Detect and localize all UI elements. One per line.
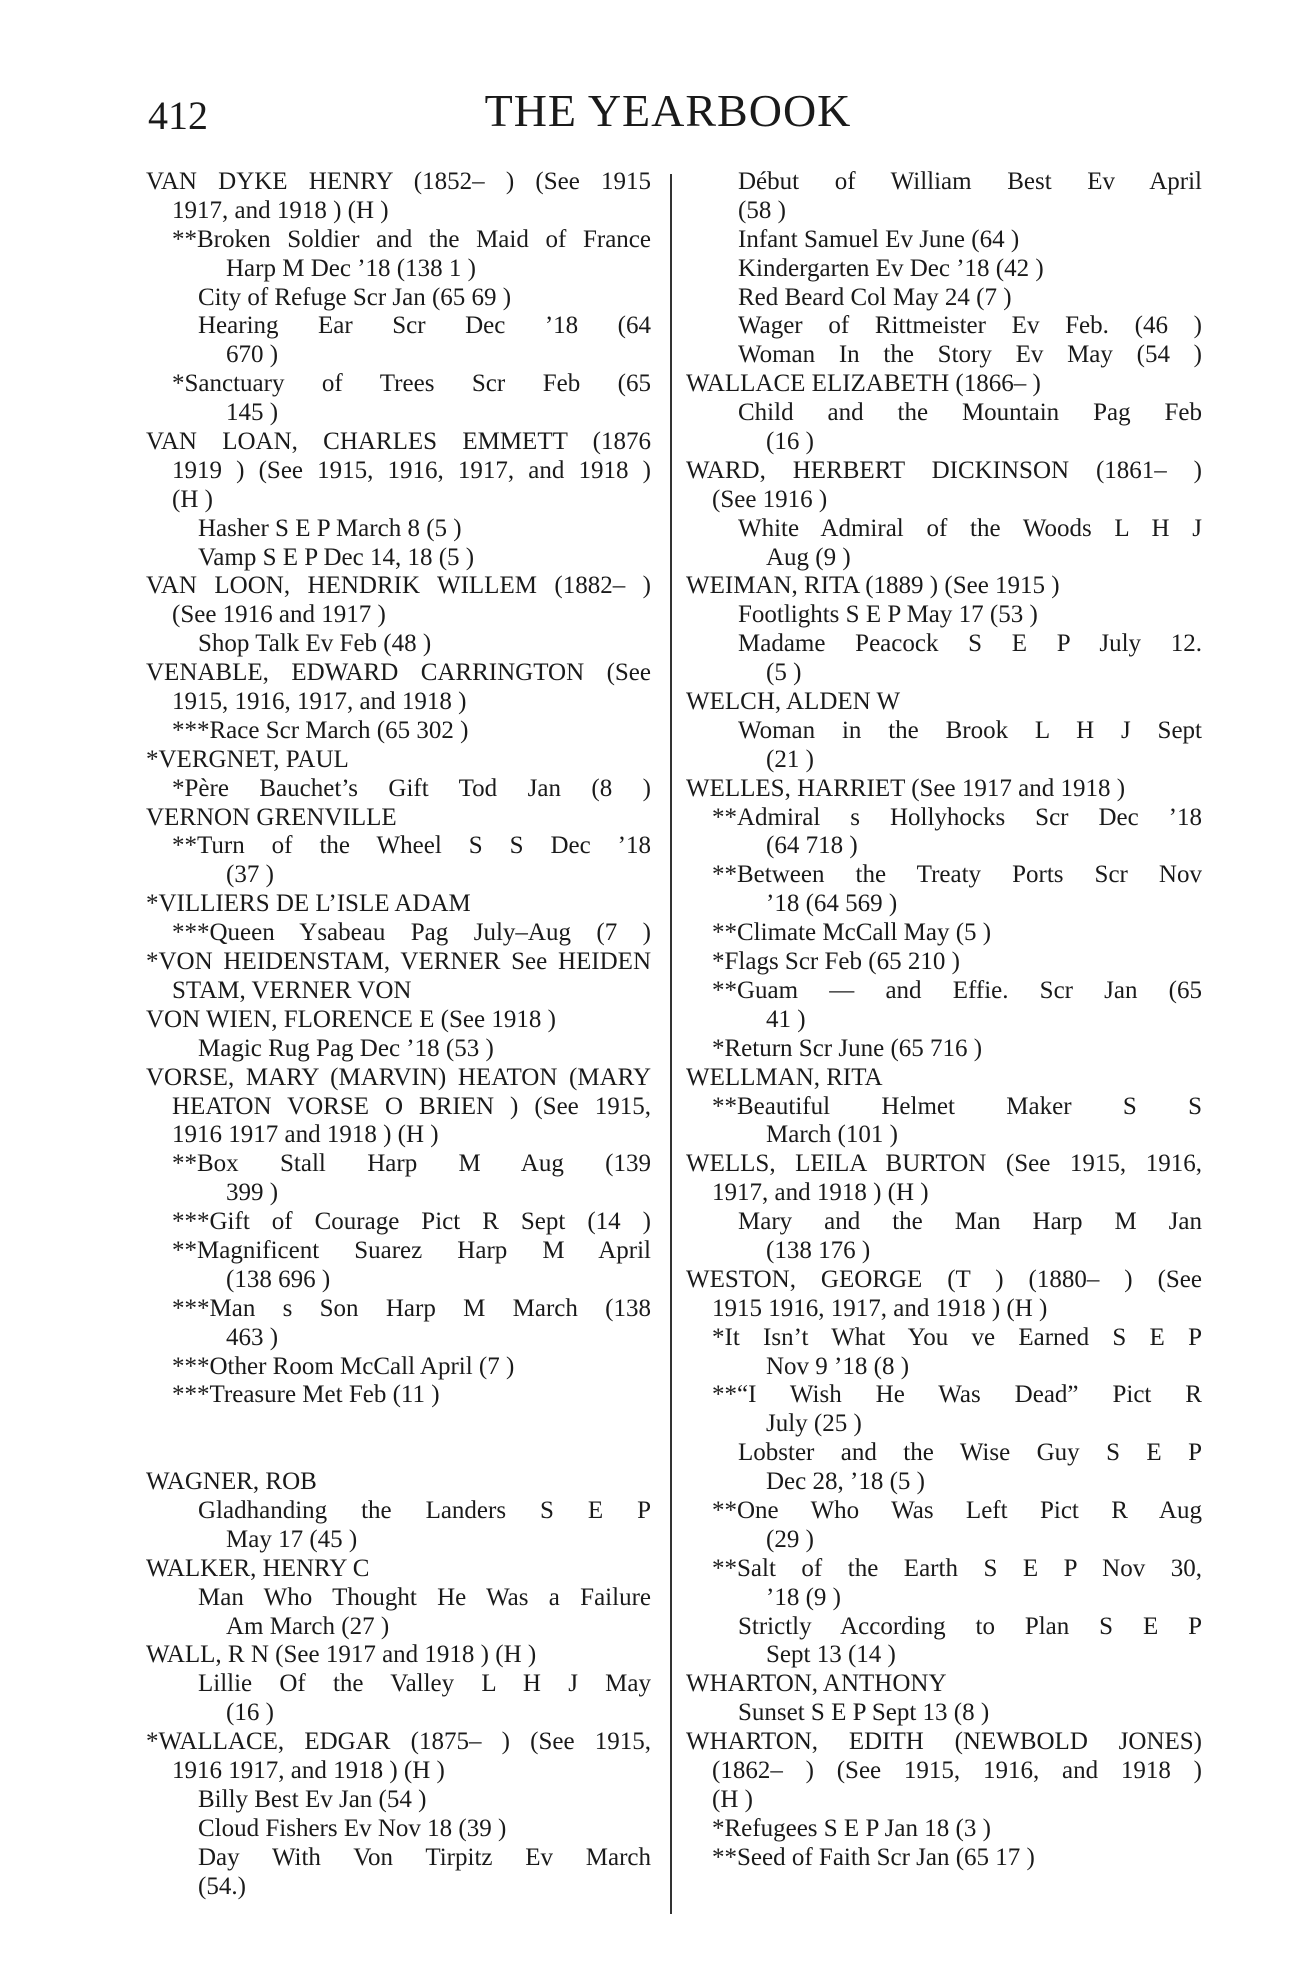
index-line: Sunset S E P Sept 13 (8 ) (738, 1699, 990, 1727)
index-line: Cloud Fishers Ev Nov 18 (39 ) (198, 1814, 507, 1842)
right-column (686, 168, 1202, 1873)
index-line: 1916 1917, and 1918 ) (H ) (172, 1756, 445, 1784)
index-line: WALLACE ELIZABETH (1866– ) (686, 370, 1041, 398)
index-line: City of Refuge Scr Jan (65 69 ) (198, 283, 512, 311)
index-line: WHARTON, EDITH (NEWBOLD JONES) (686, 1728, 1202, 1756)
index-line: VON WIEN, FLORENCE E (See 1918 ) (146, 1005, 556, 1033)
index-line: **Seed of Faith Scr Jan (65 17 ) (712, 1843, 1035, 1871)
index-line: Madame Peacock S E P July 12. (738, 630, 1202, 658)
index-line: (See 1916 ) (712, 485, 828, 513)
index-line: Strictly According to Plan S E P (738, 1612, 1202, 1640)
index-line: 1915 1916, 1917, and 1918 ) (H ) (712, 1294, 1048, 1322)
page-header (148, 84, 1188, 140)
index-line: Lobster and the Wise Guy S E P (738, 1439, 1202, 1467)
index-line: Magic Rug Pag Dec ’18 (53 ) (198, 1034, 494, 1062)
index-line: (H ) (712, 1785, 753, 1813)
index-line: (138 176 ) (766, 1236, 871, 1264)
index-line: **“I Wish He Was Dead” Pict R (712, 1381, 1202, 1409)
index-line: (64 718 ) (766, 832, 858, 860)
index-line: Billy Best Ev Jan (54 ) (198, 1785, 427, 1813)
index-line: VAN LOON, HENDRIK WILLEM (1882– ) (146, 572, 651, 600)
index-line: Hasher S E P March 8 (5 ) (198, 514, 462, 542)
index-line: ’18 (9 ) (766, 1583, 841, 1611)
index-line: Infant Samuel Ev June (64 ) (738, 225, 1020, 253)
index-line: **Broken Soldier and the Maid of France (172, 225, 651, 253)
index-line: (See 1916 and 1917 ) (172, 601, 386, 629)
index-line: *VON HEIDENSTAM, VERNER See HEIDEN (146, 948, 651, 976)
index-line: 399 ) (226, 1179, 279, 1207)
index-line: *VILLIERS DE L’ISLE ADAM (146, 890, 471, 918)
index-line: WESTON, GEORGE (T ) (1880– ) (See (686, 1265, 1202, 1293)
index-line: ***Treasure Met Feb (11 ) (172, 1381, 440, 1409)
index-line: ***Other Room McCall April (7 ) (172, 1352, 515, 1380)
index-line: *Return Scr June (65 716 ) (712, 1034, 983, 1062)
index-line: **Salt of the Earth S E P Nov 30, (712, 1554, 1202, 1582)
index-line: (138 696 ) (226, 1265, 331, 1293)
index-line: Wager of Rittmeister Ev Feb. (46 ) (738, 312, 1202, 340)
index-line: (37 ) (226, 861, 274, 889)
index-line: Lillie Of the Valley L H J May (198, 1670, 651, 1698)
index-line: (21 ) (766, 745, 814, 773)
index-line: **Magnificent Suarez Harp M April (172, 1236, 651, 1264)
index-line: **Beautiful Helmet Maker S S (712, 1092, 1202, 1120)
index-line: Nov 9 ’18 (8 ) (766, 1352, 910, 1380)
index-line: (1862– ) (See 1915, 1916, and 1918 ) (712, 1756, 1202, 1784)
index-line: WELLES, HARRIET (See 1917 and 1918 ) (686, 774, 1126, 802)
index-line: WEIMAN, RITA (1889 ) (See 1915 ) (686, 572, 1060, 600)
index-line: Début of William Best Ev April (738, 168, 1202, 195)
index-line: (58 ) (738, 196, 786, 224)
index-line: Mary and the Man Harp M Jan (738, 1208, 1202, 1236)
index-line: Red Beard Col May 24 (7 ) (738, 283, 1012, 311)
index-line: *Sanctuary of Trees Scr Feb (65 (172, 370, 651, 398)
index-line: **Box Stall Harp M Aug (139 (172, 1150, 651, 1178)
index-line: VAN DYKE HENRY (1852– ) (See 1915 (146, 168, 651, 195)
index-line: **Admiral s Hollyhocks Scr Dec ’18 (712, 803, 1202, 831)
index-line: WELLS, LEILA BURTON (See 1915, 1916, (686, 1150, 1202, 1178)
index-line: (54.) (198, 1872, 246, 1900)
index-line: Hearing Ear Scr Dec ’18 (64 (198, 312, 651, 340)
index-line (146, 1410, 651, 1439)
index-line: **Climate McCall May (5 ) (712, 919, 992, 947)
index-line: (29 ) (766, 1525, 814, 1553)
left-column (146, 168, 651, 1901)
index-line: Gladhanding the Landers S E P (198, 1496, 651, 1524)
index-line: Man Who Thought He Was a Failure (198, 1583, 651, 1611)
index-line: STAM, VERNER VON (172, 976, 412, 1004)
index-line: *Refugees S E P Jan 18 (3 ) (712, 1814, 991, 1842)
index-line: 1919 ) (See 1915, 1916, 1917, and 1918 ) (172, 456, 651, 484)
index-line: Shop Talk Ev Feb (48 ) (198, 630, 432, 658)
index-line: WELLMAN, RITA (686, 1063, 883, 1091)
index-line: VORSE, MARY (MARVIN) HEATON (MARY (146, 1063, 651, 1091)
index-line: Kindergarten Ev Dec ’18 (42 ) (738, 254, 1044, 282)
index-line: Am March (27 ) (226, 1612, 390, 1640)
index-line: HEATON VORSE O BRIEN ) (See 1915, (172, 1092, 651, 1120)
index-line: ’18 (64 569 ) (766, 890, 898, 918)
index-line: ***Race Scr March (65 302 ) (172, 716, 469, 744)
index-line: Woman in the Brook L H J Sept (738, 716, 1202, 744)
index-line: *VERGNET, PAUL (146, 745, 349, 773)
index-line: **Turn of the Wheel S S Dec ’18 (172, 832, 651, 860)
index-line: Vamp S E P Dec 14, 18 (5 ) (198, 543, 475, 571)
index-line: Footlights S E P May 17 (53 ) (738, 601, 1038, 629)
index-line: **One Who Was Left Pict R Aug (712, 1496, 1202, 1524)
index-line (146, 1439, 651, 1468)
index-line: ***Man s Son Harp M March (138 (172, 1294, 651, 1322)
index-line: 1917, and 1918 ) (H ) (172, 196, 389, 224)
index-line: **Guam — and Effie. Scr Jan (65 (712, 976, 1202, 1004)
index-line: WALL, R N (See 1917 and 1918 ) (H ) (146, 1641, 537, 1669)
index-line: 145 ) (226, 399, 279, 427)
index-line: (H ) (172, 485, 213, 513)
index-line: WARD, HERBERT DICKINSON (1861– ) (686, 456, 1202, 484)
index-line: 1915, 1916, 1917, and 1918 ) (172, 688, 467, 716)
index-line: VENABLE, EDWARD CARRINGTON (See (146, 659, 651, 687)
index-line: Day With Von Tirpitz Ev March (198, 1843, 651, 1871)
page-number: 412 (148, 93, 208, 138)
index-line: ***Gift of Courage Pict R Sept (14 ) (172, 1208, 651, 1236)
index-line: ***Queen Ysabeau Pag July–Aug (7 ) (172, 919, 651, 947)
index-line: May 17 (45 ) (226, 1525, 358, 1553)
running-title: THE YEARBOOK (484, 85, 852, 136)
index-line: *Père Bauchet’s Gift Tod Jan (8 ) (172, 774, 651, 802)
index-line: 670 ) (226, 341, 279, 369)
index-line: 41 ) (766, 1005, 806, 1033)
index-line: WALKER, HENRY C (146, 1554, 370, 1582)
index-line: 1917, and 1918 ) (H ) (712, 1179, 929, 1207)
index-line: March (101 ) (766, 1121, 898, 1149)
index-line: July (25 ) (766, 1410, 862, 1438)
index-line: Harp M Dec ’18 (138 1 ) (226, 254, 476, 282)
index-line: White Admiral of the Woods L H J (738, 514, 1202, 542)
index-line: Child and the Mountain Pag Feb (738, 399, 1202, 427)
index-line: *It Isn’t What You ve Earned S E P (712, 1323, 1202, 1351)
index-line: *WALLACE, EDGAR (1875– ) (See 1915, (146, 1728, 651, 1756)
index-line: Aug (9 ) (766, 543, 851, 571)
index-line: 1916 1917 and 1918 ) (H ) (172, 1121, 439, 1149)
index-line: *Flags Scr Feb (65 210 ) (712, 948, 960, 976)
index-line: VERNON GRENVILLE (146, 803, 397, 831)
column-divider (670, 174, 672, 1914)
index-line: WAGNER, ROB (146, 1468, 317, 1496)
index-line: **Between the Treaty Ports Scr Nov (712, 861, 1202, 889)
index-line: VAN LOAN, CHARLES EMMETT (1876 (146, 428, 651, 456)
index-line: Sept 13 (14 ) (766, 1641, 896, 1669)
index-line: WHARTON, ANTHONY (686, 1670, 947, 1698)
index-line: WELCH, ALDEN W (686, 688, 901, 716)
index-line: (16 ) (226, 1699, 274, 1727)
index-line: Woman In the Story Ev May (54 ) (738, 341, 1202, 369)
index-line: 463 ) (226, 1323, 279, 1351)
index-line: (5 ) (766, 659, 802, 687)
index-line: (16 ) (766, 428, 814, 456)
index-line: Dec 28, ’18 (5 ) (766, 1468, 925, 1496)
